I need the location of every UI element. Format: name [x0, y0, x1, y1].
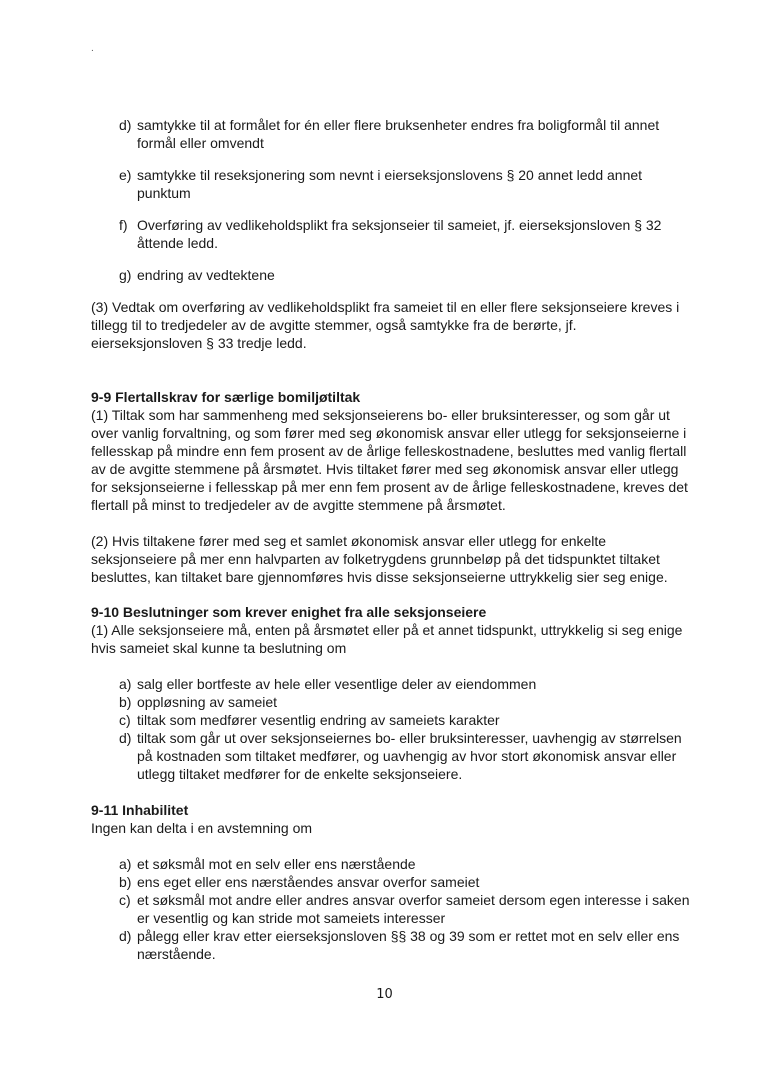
list-item — [91, 729, 691, 783]
section-heading-9-10: 9-10 Beslutninger som krever enighet fra alle seksjonseiere — [91, 604, 487, 620]
list-item — [91, 166, 691, 202]
list-text: et søksmål mot en selv eller ens nærstående — [137, 856, 416, 872]
section-heading-9-11: 9-11 Inhabilitet — [91, 802, 189, 818]
list-text: pålegg eller krav etter eierseksjonsloven §§ 38 og 39 som er rettet mot en selv eller ens nærstående. — [137, 928, 680, 962]
list-item — [91, 216, 691, 252]
list-text: endring av vedtektene — [137, 267, 275, 283]
list-text: ens eget eller ens nærståendes ansvar overfor sameiet — [137, 874, 480, 890]
section-9-10-list — [91, 675, 691, 783]
list-marker: a) — [119, 676, 132, 692]
list-item — [91, 116, 691, 152]
list-text: salg eller bortfeste av hele eller vesentlige deler av eiendommen — [137, 676, 537, 692]
paragraph-3: (3) Vedtak om overføring av vedlikeholdsplikt fra sameiet til en eller flere seksjonseiere kreves i tillegg til to tredjedeler av de avgitte stemmer, også samtykke fra de berørte, jf. eierseksjonsloven § 33 tredje ledd. — [91, 299, 680, 351]
list-item — [91, 873, 691, 891]
list-text: et søksmål mot andre eller andres ansvar overfor sameiet dersom egen interesse i saken er vesentlig og kan stride mot sameiets interesser — [137, 892, 690, 926]
list-marker: b) — [119, 694, 132, 710]
list-marker: g) — [119, 267, 132, 283]
section-9-9-paragraph-1: (1) Tiltak som har sammenheng med seksjonseierens bo- eller bruksinteresser, og som går ut over vanlig forvaltning, og som fører med seg økonomisk ansvar eller utlegg for seksjonseierne i fellesskap på mindre enn fem prosent av de årlige felleskostnadene, besluttes med vanlig flertall av de avgitte stemmene på årsmøtet. Hvis tiltaket fører med seg økonomisk ansvar eller utlegg for seksjonseierne i fellesskap på mer enn fem prosent av de årlige felleskostnadene, kreves det flertall på minst to tredjedeler av de avgitte stemmene på årsmøtet. — [91, 407, 688, 513]
list-text: samtykke til reseksjonering som nevnt i eierseksjonslovens § 20 annet ledd annet punktum — [137, 167, 643, 201]
list-marker: d) — [119, 928, 132, 944]
list-text: Overføring av vedlikeholdsplikt fra seksjonseier til sameiet, jf. eierseksjonsloven § 32 åttende ledd. — [137, 217, 662, 251]
list-text: tiltak som går ut over seksjonseiernes bo- eller bruksinteresser, uavhengig av størrelsen på kostnaden som tiltaket medfører, og uavhengig av hvor stort økonomisk ansvar eller utlegg tiltaket medfører for de enkelte seksjonseiere. — [137, 730, 682, 782]
page-number: 10 — [376, 987, 393, 1002]
list-text: tiltak som medfører vesentlig endring av sameiets karakter — [137, 712, 500, 728]
list-marker: e) — [119, 167, 132, 183]
list-marker: a) — [119, 856, 132, 872]
list-item — [91, 891, 691, 927]
list-item — [91, 711, 691, 729]
list-marker: f) — [119, 217, 128, 233]
list-item — [91, 693, 691, 711]
list-marker: c) — [119, 712, 131, 728]
section-9-10-paragraph-1: (1) Alle seksjonseiere må, enten på årsmøtet eller på et annet tidspunkt, uttrykkelig si seg enige hvis sameiet skal kunne ta beslutning om — [91, 622, 683, 656]
list-marker: b) — [119, 874, 132, 890]
list-item — [91, 675, 691, 693]
page-content — [91, 116, 691, 963]
top-mark: . — [91, 43, 94, 54]
list-text: oppløsning av sameiet — [137, 694, 278, 710]
list-marker: d) — [119, 117, 132, 133]
list-marker: c) — [119, 892, 131, 908]
list-marker: d) — [119, 730, 132, 746]
section-9-11-paragraph-1: Ingen kan delta i en avstemning om — [91, 820, 313, 836]
list-item — [91, 855, 691, 873]
section-9-9-paragraph-2: (2) Hvis tiltakene fører med seg et samlet økonomisk ansvar eller utlegg for enkelte seksjonseiere på mer enn halvparten av folketrygdens grunnbeløp på det tidspunktet tiltaket besluttes, kan tiltaket bare gjennomføres hvis disse seksjonseierne uttrykkelig sier seg enige. — [91, 533, 668, 585]
list-item — [91, 927, 691, 963]
list-item — [91, 266, 691, 284]
section-9-11-list — [91, 855, 691, 963]
section-heading-9-9: 9-9 Flertallskrav for særlige bomiljøtiltak — [91, 389, 361, 405]
list-continuation — [91, 116, 691, 284]
list-text: samtykke til at formålet for én eller flere bruksenheter endres fra boligformål til annet formål eller omvendt — [137, 117, 660, 151]
